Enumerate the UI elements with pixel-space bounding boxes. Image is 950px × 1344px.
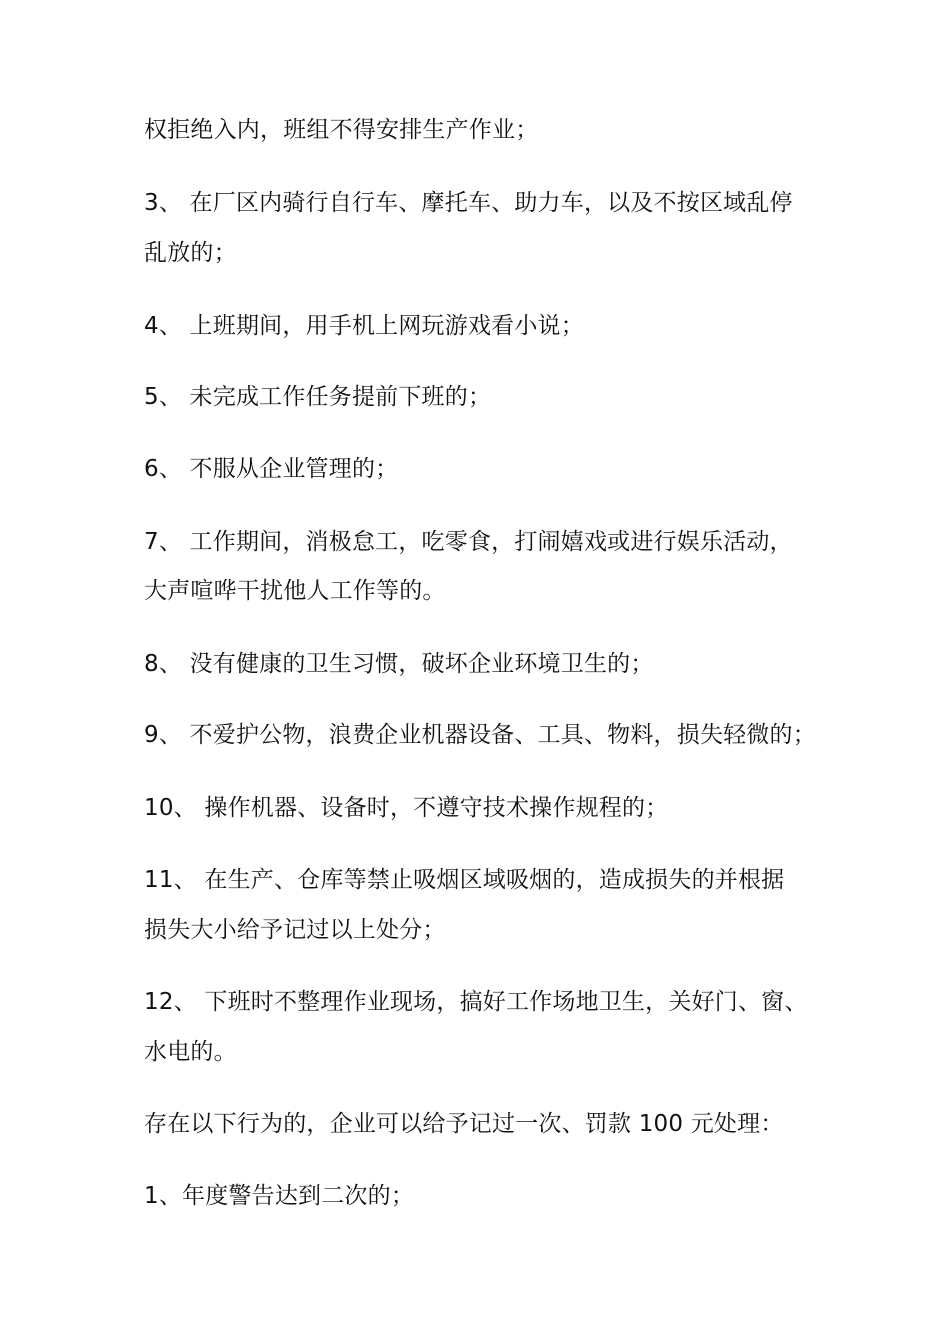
text-line-3: 乱放的； bbox=[144, 240, 237, 266]
text-line-13: 损失大小给予记过以上处分； bbox=[144, 917, 446, 943]
text-line-10: 9、 不爱护公物，浪费企业机器设备、工具、物料，损失轻微的； bbox=[144, 722, 816, 748]
text-line-5: 5、 未完成工作任务提前下班的； bbox=[144, 384, 492, 410]
text-line-17: 1、年度警告达到二次的； bbox=[144, 1183, 415, 1209]
text-line-4: 4、 上班期间，用手机上网玩游戏看小说； bbox=[144, 313, 584, 339]
text-line-1: 权拒绝入内，班组不得安排生产作业； bbox=[144, 117, 539, 143]
text-line-7: 7、 工作期间，消极怠工，吃零食，打闹嬉戏或进行娱乐活动， bbox=[144, 529, 793, 555]
text-line-8: 大声喧哗干扰他人工作等的。 bbox=[144, 578, 446, 604]
text-line-14: 12、 下班时不整理作业现场，搞好工作场地卫生，关好门、窗、 bbox=[144, 989, 808, 1015]
text-line-6: 6、 不服从企业管理的； bbox=[144, 456, 399, 482]
text-line-9: 8、 没有健康的卫生习惯，破坏企业环境卫生的； bbox=[144, 651, 654, 677]
text-line-12: 11、 在生产、仓库等禁止吸烟区域吸烟的，造成损失的并根据 bbox=[144, 867, 785, 893]
text-line-16: 存在以下行为的，企业可以给予记过一次、罚款 100 元处理： bbox=[144, 1111, 784, 1137]
text-line-15: 水电的。 bbox=[144, 1039, 237, 1065]
text-line-2: 3、 在厂区内骑行自行车、摩托车、助力车，以及不按区域乱停 bbox=[144, 190, 793, 216]
text-line-11: 10、 操作机器、设备时，不遵守技术操作规程的； bbox=[144, 795, 669, 821]
